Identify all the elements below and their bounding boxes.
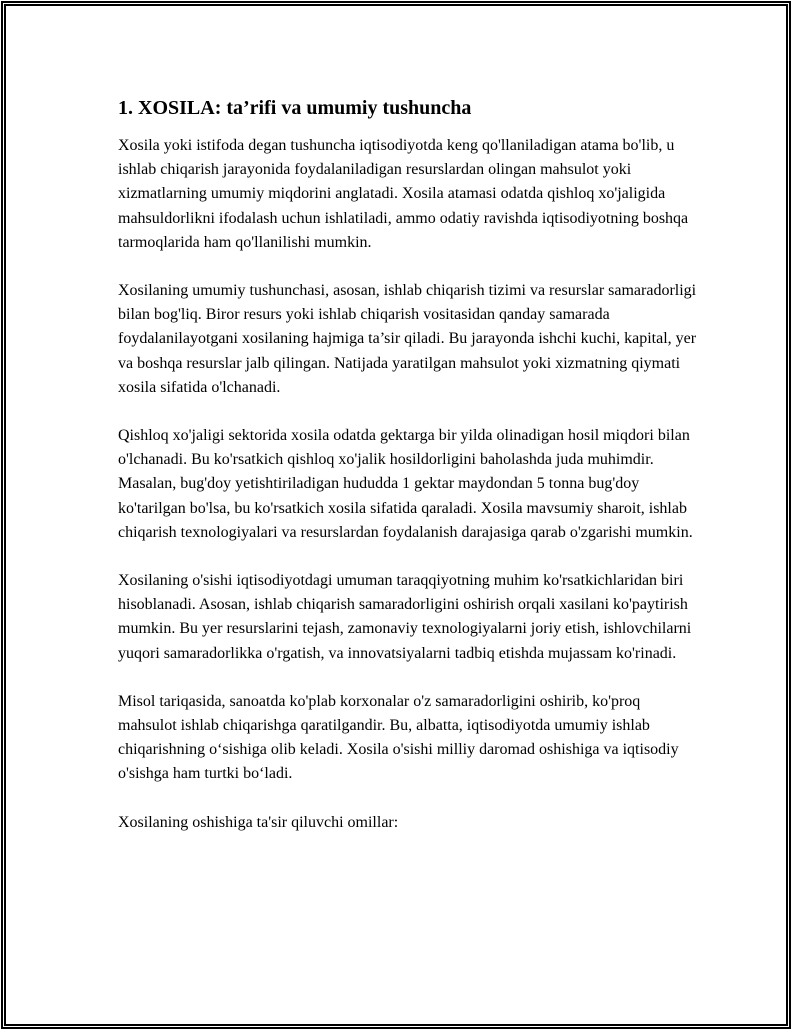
section-title: 1. XOSILA: ta’rifi va umumiy tushuncha [118, 97, 472, 119]
paragraph-growth: Xosilaning o'sishi iqtisodiyotdagi umuman taraqqiyotning muhim ko'rsatkichlaridan biri hisoblanadi. Asosan, ishlab chiqarish samaradorligini oshirish orqali xasilani ko'paytirish mumkin. Bu yer resurslarini tejash, zamonaviy texnologiyalarni joriy etish, ishlovchilarni yuqori samaradorlikka o'rgatish, va innovatsiyalarni tadbiq etishda mujassam ko'rinadi. [118, 572, 692, 662]
paragraph-agriculture: Qishloq xo'jaligi sektorida xosila odatda gektarga bir yilda olinadigan hosil miqdori bilan o'lchanadi. Bu ko'rsatkich qishloq xo'jalik hosildorligini baholashda juda muhimdir. Masalan, bug'doy yetishtiriladigan hududda 1 gektar maydondan 5 tonna bug'doy ko'tarilgan bo'lsa, bu ko'rsatkich xosila sifatida qaraladi. Xosila mavsumiy sharoit, ishlab chiqarish texnologiyalari va resurslardan foydalanish darajasiga qarab o'zgarishi mumkin. [118, 427, 693, 541]
paragraph-general-concept: Xosilaning umumiy tushunchasi, asosan, ishlab chiqarish tizimi va resurslar samaradorligi bilan bog'liq. Biror resurs yoki ishlab chiqarish vositasidan qanday samarada foydalanilayotgani xosilaning hajmiga ta’sir qiladi. Bu jarayonda ishchi kuchi, kapital, yer va boshqa resurslar jalb qilingan. Natijada yaratilgan mahsulot yoki xizmatning qiymati xosila sifatida o'lchanadi. [118, 282, 697, 396]
paragraph-definition: Xosila yoki istifoda degan tushuncha iqtisodiyotda keng qo'llaniladigan atama bo'lib, u ishlab chiqarish jarayonida foydalaniladigan resurslardan olingan mahsulot yoki xizmatlarning umumiy miqdorini anglatadi. Xosila atamasi odatda qishloq xo'jaligida mahsuldorlikni ifodalash uchun ishlatiladi, ammo odatiy ravishda iqtisodiyotning boshqa tarmoqlarida ham qo'llanilishi mumkin. [118, 137, 689, 251]
paragraph-example: Misol tariqasida, sanoatda ko'plab korxonalar o'z samaradorligini oshirib, ko'proq mahsulot ishlab chiqarishga qaratilgandir. Bu, albatta, iqtisodiyotda umumiy ishlab chiqarishning o‘sishiga olib keladi. Xosila o'sishi milliy daromad oshishiga va iqtisodiy o'sishga ham turtki bo‘ladi. [118, 692, 679, 783]
document-body [118, 95, 698, 859]
paragraph-factors-intro: Xosilaning oshishiga ta'sir qiluvchi omillar: [118, 813, 399, 831]
